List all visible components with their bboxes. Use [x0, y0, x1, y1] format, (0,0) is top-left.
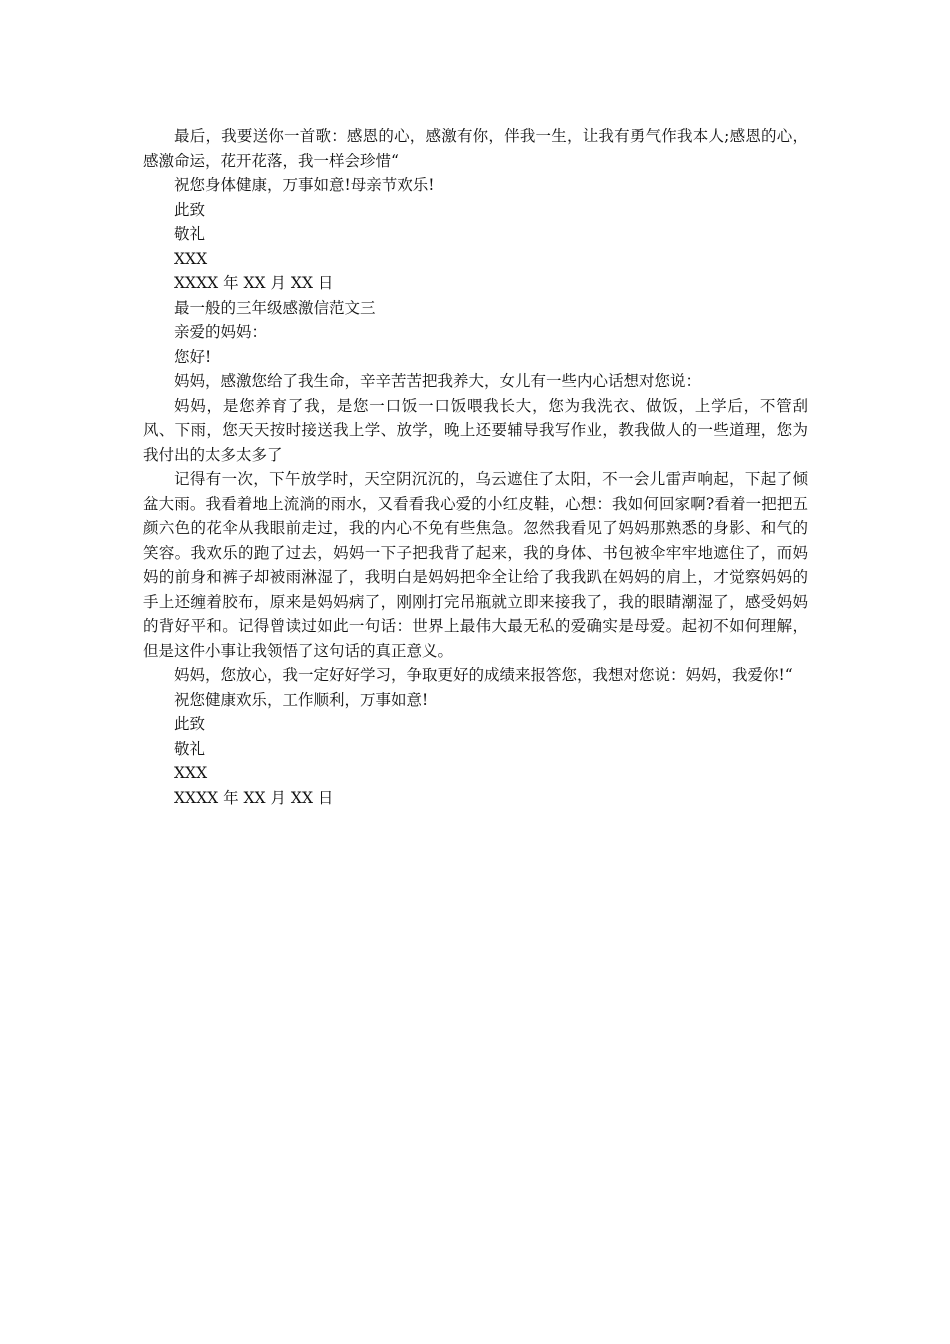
body-paragraph-upbringing: 妈妈，是您养育了我，是您一口饭一口饭喂我长大，您为我洗衣、做饭，上学后，不管刮风、下雨，您天天按时接送我上学、放学，晚上还要辅导我写作业，教我做人的一些道理，您为我付出的太多太多了	[143, 396, 808, 464]
wish-line: 祝您身体健康，万事如意!母亲节欢乐!	[174, 176, 435, 194]
letter-body	[143, 124, 808, 810]
greeting-hello: 您好!	[174, 347, 212, 366]
salutation-jingli: 敬礼	[174, 225, 206, 243]
salutation-jingli-2: 敬礼	[174, 739, 206, 758]
wish-line-2: 祝您健康欢乐，工作顺利，万事如意!	[174, 690, 429, 709]
salutation-cizhi-2: 此致	[174, 715, 206, 733]
intro-paragraph: 妈妈，感激您给了我生命，辛辛苦苦把我养大，女儿有一些内心话想对您说：	[174, 372, 702, 390]
signature-date: XXXX 年 XX 月 XX 日	[174, 274, 334, 292]
signature-name: XXX	[174, 249, 208, 268]
signature-date-2: XXXX 年 XX 月 XX 日	[174, 788, 334, 807]
body-paragraph-rain-story: 记得有一次，下午放学时，天空阴沉沉的，乌云遮住了太阳，不一会儿雷声响起，下起了倾盆大雨。我看着地上流淌的雨水，又看看我心爱的小红皮鞋，心想：我如何回家啊?看着一把把五颜六色的花伞从我眼前走过，我的内心不免有些焦急。忽然我看见了妈妈那熟悉的身影、和气的笑容。我欢乐的跑了过去，妈妈一下子把我背了起来，我的身体、书包被伞牢牢地遮住了，而妈妈的前身和裤子却被雨淋湿了，我明白是妈妈把伞全让给了我我趴在妈妈的肩上，才觉察妈妈的手上还缠着胶布，原来是妈妈病了，刚刚打完吊瓶就立即来接我了，我的眼睛潮湿了，感受妈妈的背好平和。记得曾读过如此一句话：世界上最伟大最无私的爱确实是母爱。起初不如何理解，但是这件小事让我领悟了这句话的真正意义。	[143, 470, 808, 660]
salutation-cizhi: 此致	[174, 200, 206, 219]
closing-song-paragraph: 最后，我要送你一首歌：感恩的心，感激有你，伴我一生，让我有勇气作我本人;感恩的心，感激命运，花开花落，我一样会珍惜“	[143, 127, 808, 170]
section-title: 最一般的三年级感激信范文三	[174, 298, 376, 317]
greeting-addressee: 亲爱的妈妈：	[174, 323, 268, 341]
body-paragraph-promise: 妈妈，您放心，我一定好好学习，争取更好的成绩来报答您，我想对您说：妈妈，我爱你!“	[174, 666, 793, 684]
signature-name-2: XXX	[174, 764, 208, 782]
